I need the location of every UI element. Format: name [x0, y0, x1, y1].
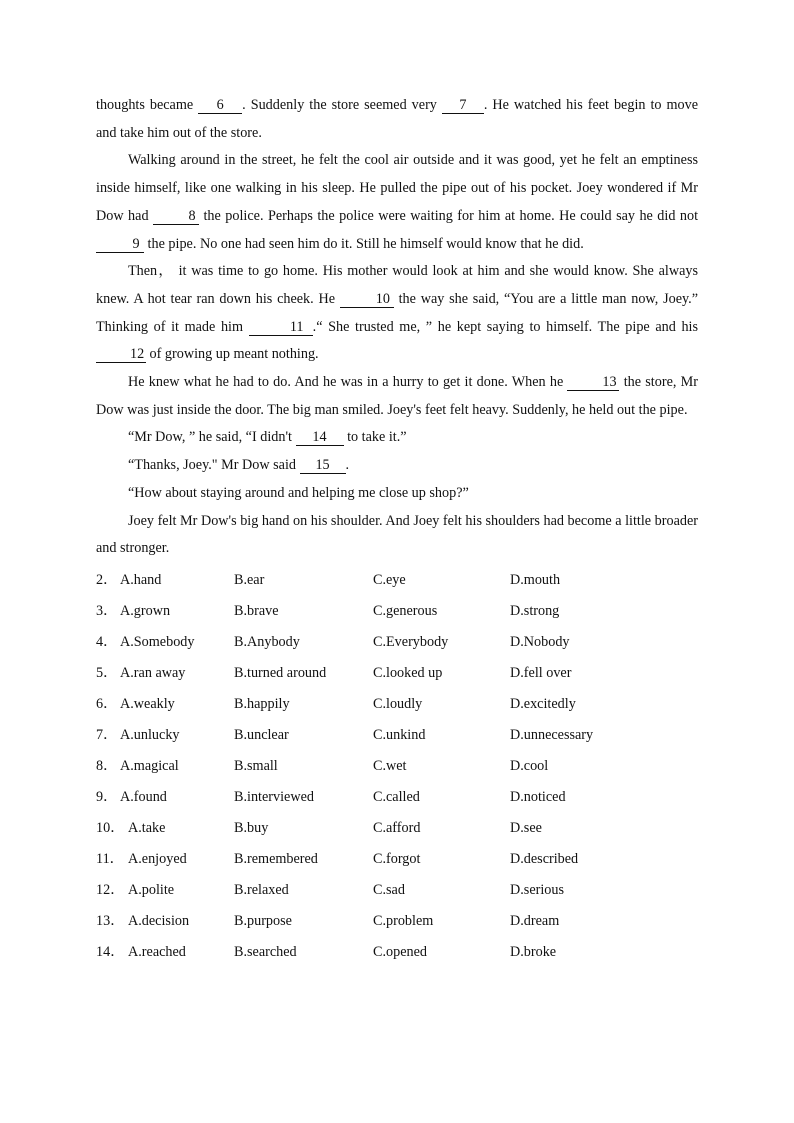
question-number: 11．: [96, 850, 124, 867]
option-c: C.called: [373, 788, 420, 805]
option-d: D.broke: [510, 943, 557, 960]
question-number: 2．: [96, 571, 118, 588]
passage-text: . Suddenly the store seemed very: [242, 97, 437, 113]
option-b: B.relaxed: [234, 881, 289, 898]
option-c: C.loudly: [373, 695, 423, 712]
blank-7: 7: [442, 97, 484, 114]
option-a: A.reached: [128, 943, 186, 960]
option-d: D.fell over: [510, 664, 572, 681]
passage-text: of growing up meant nothing.: [149, 346, 319, 363]
option-b: B.purpose: [234, 912, 292, 929]
option-a: A.grown: [120, 602, 171, 619]
passage-paragraph-2: [96, 147, 698, 258]
option-b: B.unclear: [234, 726, 289, 743]
option-d: D.mouth: [510, 571, 561, 588]
option-d: D.serious: [510, 881, 564, 898]
question-number: 8．: [96, 757, 118, 774]
passage-text: the way she said, “You are a little man now, Joey.” Thinking of it made him: [96, 290, 699, 335]
blank-13: 13: [567, 374, 619, 391]
passage-text: Walking around in the street, he felt the cool air outside and it was good, yet he felt an emptiness inside himself, like one walking in his sleep. He pulled the pipe out of his pocket. Joey wondered if Mr Dow had: [96, 152, 698, 224]
blank-15: 15: [300, 457, 346, 474]
option-a: A.found: [120, 788, 167, 805]
option-row-3: [96, 596, 698, 627]
passage-paragraph-5: Joey felt Mr Dow's big hand on his shoulder. And Joey felt his shoulders had become a little broader and stronger.: [96, 512, 698, 557]
blank-12: 12: [96, 346, 146, 363]
option-d: D.see: [510, 819, 542, 836]
option-b: B.remembered: [234, 850, 318, 867]
passage-text: .“ She trusted me, ” he kept saying to himself. The pipe and his: [312, 318, 699, 335]
passage-text: the pipe. No one had seen him do it. Still he himself would know that he did.: [147, 235, 584, 252]
option-d: D.unnecessary: [510, 726, 594, 743]
option-c: C.wet: [373, 757, 407, 774]
dialogue-line-2: [96, 452, 698, 480]
passage-text: .: [345, 457, 350, 474]
option-a: A.ran away: [120, 664, 186, 681]
option-b: B.ear: [234, 571, 265, 588]
passage-text: the store, Mr Dow was just inside the door. The big man smiled. Joey's feet felt heavy. Suddenly, he held out the pipe.: [96, 374, 698, 418]
options-list: [96, 565, 698, 968]
option-row-5: [96, 658, 698, 689]
passage-text: “Mr Dow, ” he said, “I didn't: [128, 429, 292, 446]
option-c: C.sad: [373, 881, 405, 898]
question-number: 5．: [96, 664, 118, 681]
option-d: D.described: [510, 850, 579, 867]
option-d: D.excitedly: [510, 695, 576, 712]
option-b: B.interviewed: [234, 788, 314, 805]
option-c: C.looked up: [373, 664, 443, 681]
option-d: D.Nobody: [510, 633, 570, 650]
option-b: B.happily: [234, 695, 290, 712]
option-row-9: [96, 782, 698, 813]
option-row-13: [96, 906, 698, 937]
blank-6: 6: [198, 97, 242, 114]
blank-11: 11: [249, 319, 313, 336]
blank-14: 14: [296, 429, 344, 446]
blank-9: 9: [96, 236, 144, 253]
passage-text: the police. Perhaps the police were waiting for him at home. He could say he did not: [203, 207, 699, 224]
question-number: 10．: [96, 819, 125, 836]
option-d: D.dream: [510, 912, 560, 929]
option-a: A.weakly: [120, 695, 175, 712]
option-b: B.buy: [234, 819, 269, 836]
option-b: B.turned around: [234, 664, 327, 681]
option-row-6: [96, 689, 698, 720]
option-c: C.problem: [373, 912, 434, 929]
blank-10: 10: [340, 291, 394, 308]
document-page: [96, 92, 698, 968]
passage-text: “Thanks, Joey." Mr Dow said: [128, 457, 296, 474]
option-a: A.magical: [120, 757, 179, 774]
option-a: A.polite: [128, 881, 175, 898]
passage-text: to take it.”: [347, 429, 407, 446]
option-d: D.strong: [510, 602, 560, 619]
question-number: 4．: [96, 633, 118, 650]
blank-8: 8: [153, 208, 199, 225]
passage-text: He knew what he had to do. And he was in a hurry to get it done. When he: [128, 374, 564, 391]
option-c: C.afford: [373, 819, 421, 836]
option-row-12: [96, 875, 698, 906]
question-number: 3．: [96, 602, 118, 619]
dialogue-line-1: [96, 424, 698, 452]
option-d: D.noticed: [510, 788, 566, 805]
option-c: C.Everybody: [373, 633, 449, 650]
option-c: C.generous: [373, 602, 438, 619]
option-b: B.small: [234, 757, 278, 774]
passage-text: thoughts became: [96, 97, 194, 113]
option-row-14: [96, 937, 698, 968]
option-d: D.cool: [510, 757, 549, 774]
passage-paragraph-3: [96, 258, 698, 369]
option-b: B.Anybody: [234, 633, 300, 650]
option-a: A.take: [128, 819, 166, 836]
passage-paragraph-4: [96, 369, 698, 424]
option-c: C.opened: [373, 943, 427, 960]
option-row-2: [96, 565, 698, 596]
question-number: 13．: [96, 912, 125, 929]
passage-paragraph-1: [96, 92, 698, 147]
option-a: A.hand: [120, 571, 162, 588]
question-number: 9．: [96, 788, 118, 805]
option-b: B.searched: [234, 943, 297, 960]
question-number: 14．: [96, 943, 125, 960]
question-number: 7．: [96, 726, 118, 743]
passage-text: . He watched his feet begin to move and take him out of the store.: [96, 97, 698, 141]
option-a: A.unlucky: [120, 726, 180, 743]
passage-text: Then， it was time to go home. His mother would look at him and she would know. She always knew. A hot tear ran down his cheek. He: [96, 263, 698, 307]
option-b: B.brave: [234, 602, 279, 619]
option-c: C.eye: [373, 571, 406, 588]
option-row-4: [96, 627, 698, 658]
option-c: C.unkind: [373, 726, 426, 743]
option-a: A.Somebody: [120, 633, 195, 650]
option-row-10: [96, 813, 698, 844]
question-number: 6．: [96, 695, 118, 712]
option-c: C.forgot: [373, 850, 421, 867]
question-number: 12．: [96, 881, 125, 898]
dialogue-line-3: “How about staying around and helping me close up shop?”: [128, 484, 469, 501]
option-a: A.decision: [128, 912, 190, 929]
option-a: A.enjoyed: [128, 850, 187, 867]
option-row-11: [96, 844, 698, 875]
option-row-7: [96, 720, 698, 751]
option-row-8: [96, 751, 698, 782]
